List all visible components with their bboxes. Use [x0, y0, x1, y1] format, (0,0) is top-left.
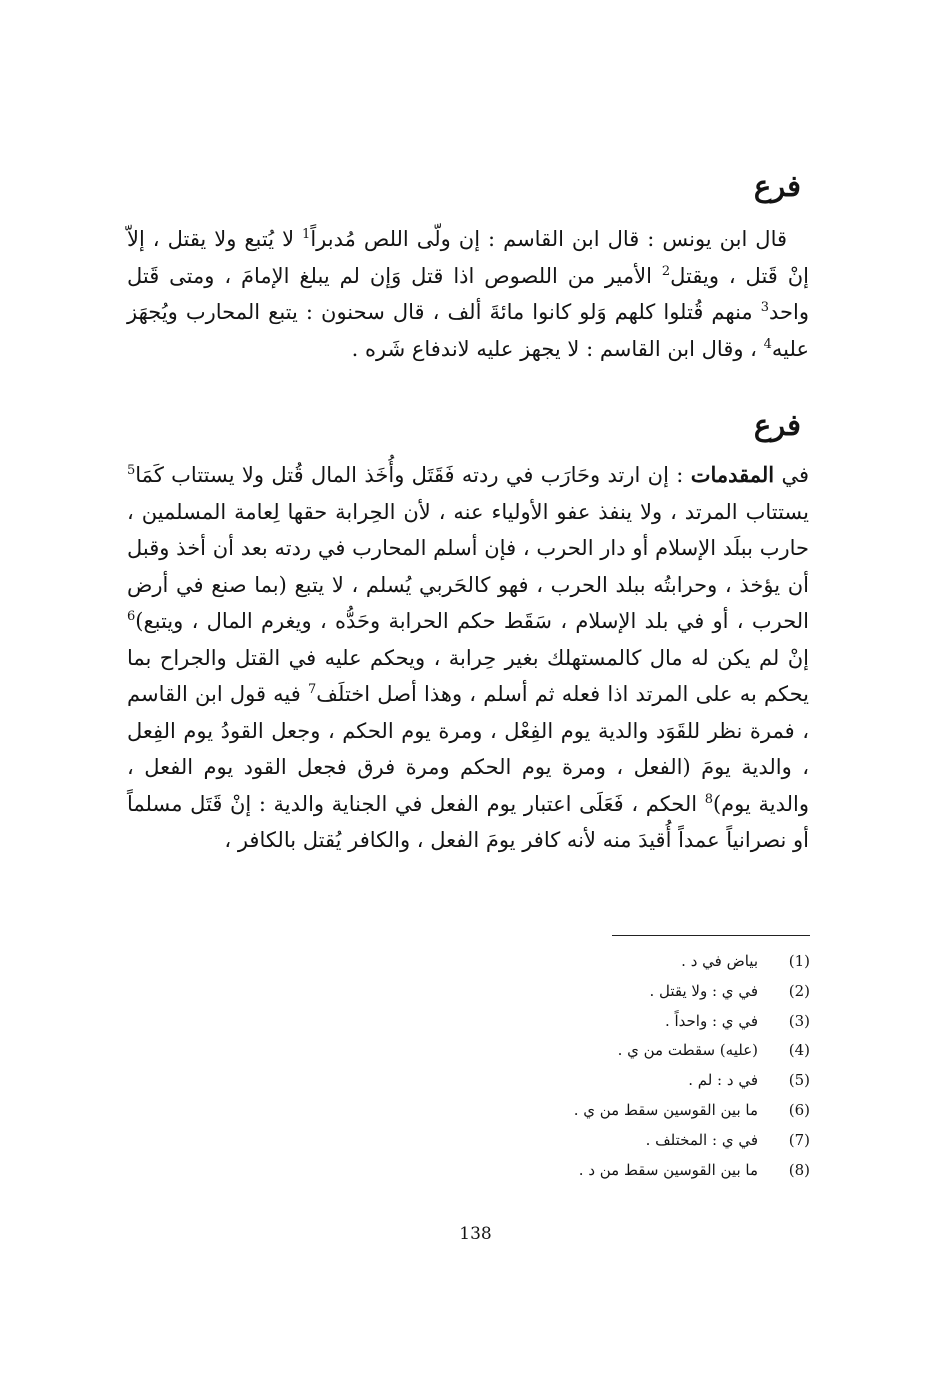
text-run: قال ابن يونس : قال ابن القاسم : إن ولّى اللص مُدبراً	[310, 227, 788, 251]
footnote	[574, 1036, 810, 1066]
text-run: الحكم ، فَعَلَى اعتبار يوم الفعل في الجناية والدية : إنْ قَتَل مسلماً أو نصرانياً عمداً أُقيدَ منه لأنه كافر يومَ الفعل ، والكافر يُقتل بالكافر ،	[127, 791, 809, 852]
footnote-ref: 7	[308, 682, 317, 697]
footnote-text: في د : لم .	[688, 1071, 758, 1090]
footnote-text: في ي : ولا يقتل .	[649, 981, 758, 1000]
text-run: لا يُتبع ولا يقتل ، إلاّ إنْ قَتل ، ويقتل	[127, 227, 809, 288]
footnote	[574, 1126, 810, 1156]
footnote-number: (6)	[788, 1100, 810, 1119]
footnote	[574, 1007, 810, 1037]
text-run: ، وقال ابن القاسم : لا يجهز عليه لاندفاع شَره .	[351, 336, 764, 361]
footnote-text: ما بين القوسين سقط من ي .	[573, 1100, 758, 1119]
text-run: فيه قول ابن القاسم ، فمرة نظر للقَوَد والدية يوم الفِعْل ، ومرة يوم الحكم ، وجعل القودُ يوم الفِعل ، والدية يومَ (الفعل ، ومرة يوم الحكم ومرة فرق فجعل القود يوم الفعل ، والدية يوم)	[127, 682, 809, 816]
paragraph-1-text	[127, 221, 809, 367]
footnote-number: (7)	[788, 1130, 810, 1149]
footnote-ref: 5	[127, 463, 136, 478]
footnote-ref: 1	[302, 227, 311, 242]
paragraph-1	[127, 221, 809, 367]
text-run: يستتاب المرتد ، ولا ينفذ عفو الأولياء عنه ، لأن الحِرابة حقها لِعامة المسلمين ، حارب ببلَد الإسلام أو دار الحرب ، فإن أسلم المحارب في ردته بعد أن أخذ وقبل أن يؤخذ ، وحرابتُه ببلد الحرب ، فهو كالحَربي يُسلم ، لا يتبع (بما صنع في أرض الحرب ، أو في بلد الإسلام ، سَقَط حكم الحرابة وحَدُّه ، ويغرم المال ، ويتبع)	[127, 499, 809, 633]
footnote-number: (3)	[788, 1011, 810, 1030]
text-run: في	[774, 463, 810, 487]
page-number: 138	[459, 1224, 492, 1244]
footnote-text: في ي : المختلف .	[645, 1130, 758, 1149]
footnote	[574, 1096, 810, 1126]
footnote-separator	[612, 935, 810, 936]
footnote	[574, 947, 810, 977]
footnote-number: (8)	[788, 1160, 810, 1179]
paragraph-2	[127, 457, 809, 859]
footnote	[574, 977, 810, 1007]
footnote-number: (4)	[788, 1041, 810, 1060]
footnote-text: بياض في د .	[681, 952, 758, 970]
footnote-ref: 6	[127, 609, 136, 624]
footnote-text: (عليه) سقطت من ي .	[617, 1041, 758, 1060]
footnote-ref: 2	[661, 263, 671, 279]
footnote-text: في ي : واحداً .	[664, 1011, 758, 1030]
footnote-text: ما بين القوسين سقط من د .	[578, 1160, 758, 1179]
footnote-number: (5)	[788, 1071, 810, 1090]
text-run: منهم قُتلوا كلهم وَلو كانوا مائةَ ألف ، قال سحنون : يتبع المحارب ويُجهَز عليه	[127, 300, 809, 361]
text-run: : إن ارتد وحَارَب في ردته فَقَتَل وأُخَذ المال قُتل ولا يستتاب كَمَا	[135, 463, 691, 487]
footnote-ref: 4	[763, 336, 772, 352]
paragraph-2-text	[127, 457, 809, 859]
footnote	[574, 1156, 810, 1186]
text-run: إنْ لم يكن له مال كالمستهلك بغير حِرابة ، ويحكم عليه في القتل والجراح بما يحكم به على المرتد اذا فعله ثم أسلم ، وهذا أصل اختلَف	[127, 645, 809, 706]
footnote-number: (2)	[788, 981, 810, 1000]
footnote-ref: 3	[760, 300, 770, 315]
footnote-number: (1)	[788, 952, 810, 970]
bold-term: المقدمات	[690, 462, 775, 487]
footnotes-list	[574, 947, 810, 1185]
footnote	[574, 1066, 810, 1096]
section-heading-2: فرع	[753, 408, 801, 442]
footnote-ref: 8	[704, 791, 713, 807]
section-heading-1: فرع	[753, 169, 801, 203]
text-run: الأمير من اللصوص اذا قتل وَإن لم يبلغ الإمامَ ، ومتى قَتل واحد	[127, 263, 809, 324]
